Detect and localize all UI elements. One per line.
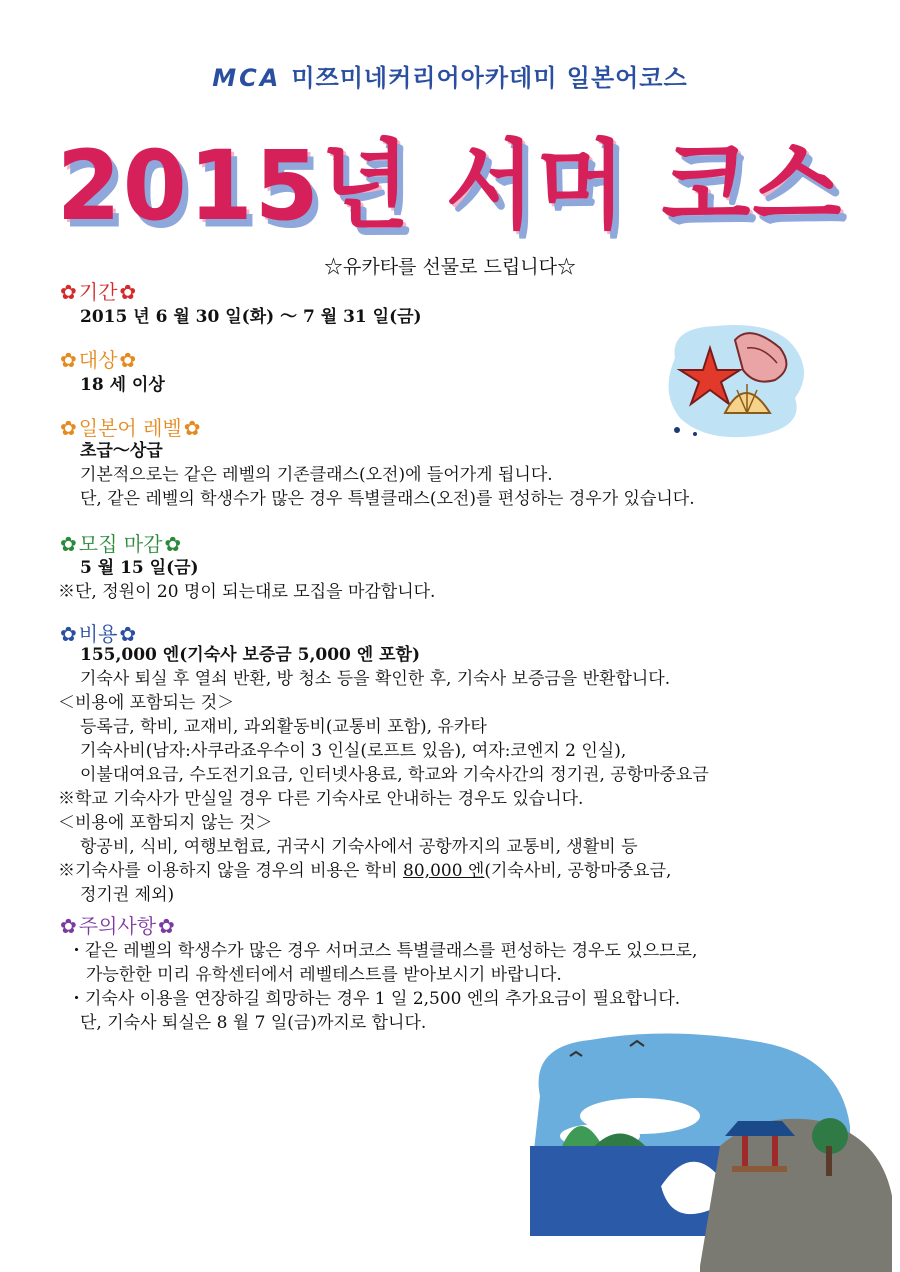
flower-icon: ✿ — [119, 348, 137, 372]
deadline-date: 5 월 15 일(금) — [80, 558, 199, 578]
flower-icon: ✿ — [158, 914, 175, 938]
section-heading-level: ✿ 일본어 레벨 ✿ — [60, 416, 201, 440]
cost-total: 155,000 엔(기숙사 보증금 5,000 엔 포함) — [80, 645, 421, 665]
island-pavilion-illustration — [520, 1026, 900, 1272]
notice-item-2b: 단, 기숙사 퇴실은 8 월 7 일(금)까지로 합니다. — [80, 1013, 427, 1033]
flower-icon: ✿ — [183, 416, 201, 440]
notice-item-2a: ・기숙사 이용을 연장하길 희망하는 경우 1 일 2,500 엔의 추가요금이 필요합니다. — [68, 989, 681, 1009]
notice-item-1a: ・같은 레벨의 학생수가 많은 경우 서머코스 특별클래스를 편성하는 경우도 있으므로, — [68, 941, 698, 961]
school-header — [0, 58, 900, 93]
flower-icon: ✿ — [60, 280, 77, 304]
flower-icon: ✿ — [60, 914, 77, 938]
period-dates: 2015 년 6 월 30 일(화) ～ 7 월 31 일(금) — [80, 307, 422, 327]
flower-icon: ✿ — [119, 280, 137, 304]
section-heading-period: ✿ 기간 ✿ — [60, 280, 137, 304]
flower-icon: ✿ — [60, 532, 77, 556]
level-line-1: 기본적으로는 같은 레벨의 기존클래스(오전)에 들어가게 됩니다. — [80, 465, 553, 485]
included-line-3: 이불대여요금, 수도전기요금, 인터넷사용료, 학교와 기숙사간의 정기권, 공항마중요금 — [80, 765, 709, 785]
cost-deposit-line: 기숙사 퇴실 후 열쇠 반환, 방 청소 등을 확인한 후, 기숙사 보증금을 반환합니다. — [80, 669, 671, 689]
included-line-2: 기숙사비(남자:사쿠라죠우수이 3 인실(로프트 있음), 여자:코엔지 2 인실), — [80, 741, 627, 761]
section-heading-notice: ✿ 주의사항 ✿ — [60, 914, 175, 938]
school-name: 미쯔미네커리어아카데미 일본어코스 — [291, 64, 688, 92]
page-title: 2015년 서머 코스 — [56, 129, 844, 243]
brand-mca: MCA — [212, 64, 282, 92]
flower-icon: ✿ — [60, 622, 77, 646]
excluded-line-1: 항공비, 식비, 여행보험료, 귀국시 기숙사에서 공항까지의 교통비, 생활비 등 — [80, 837, 638, 857]
section-heading-cost: ✿ 비용 ✿ — [60, 622, 137, 646]
deadline-note: ※단, 정원이 20 명이 되는대로 모집을 마감합니다. — [58, 582, 436, 602]
flower-icon: ✿ — [164, 532, 182, 556]
cost-note-1: ※학교 기숙사가 만실일 경우 다른 기숙사로 안내하는 경우도 있습니다. — [58, 789, 584, 809]
seashell-starfish-icon — [655, 318, 815, 443]
tuition-amount: 80,000 엔 — [403, 861, 485, 881]
flower-icon: ✿ — [60, 348, 77, 372]
section-heading-deadline: ✿ 모집 마감 ✿ — [60, 532, 182, 556]
included-heading: ＜비용에 포함되는 것＞ — [58, 693, 235, 713]
notice-item-1b: 가능한한 미리 유학센터에서 레벨테스트를 받아보시기 바랍니다. — [86, 965, 562, 985]
flower-icon: ✿ — [119, 622, 137, 646]
excluded-heading: ＜비용에 포함되지 않는 것＞ — [58, 813, 273, 833]
flower-icon: ✿ — [60, 416, 77, 440]
cost-note-2-cont: 정기권 제외) — [80, 885, 175, 905]
target-age: 18 세 이상 — [80, 375, 165, 395]
level-range: 초급～상급 — [80, 441, 163, 461]
section-heading-target: ✿ 대상 ✿ — [60, 348, 137, 372]
cost-note-2: ※기숙사를 이용하지 않을 경우의 비용은 학비 80,000 엔(기숙사비, 공항마중요금, — [58, 861, 672, 881]
subtitle: ☆유카타를 선물로 드립니다☆ — [324, 256, 576, 278]
level-line-2: 단, 같은 레벨의 학생수가 많은 경우 특별클래스(오전)를 편성하는 경우가 있습니다. — [80, 489, 695, 509]
included-line-1: 등록금, 학비, 교재비, 과외활동비(교통비 포함), 유카타 — [80, 717, 487, 737]
